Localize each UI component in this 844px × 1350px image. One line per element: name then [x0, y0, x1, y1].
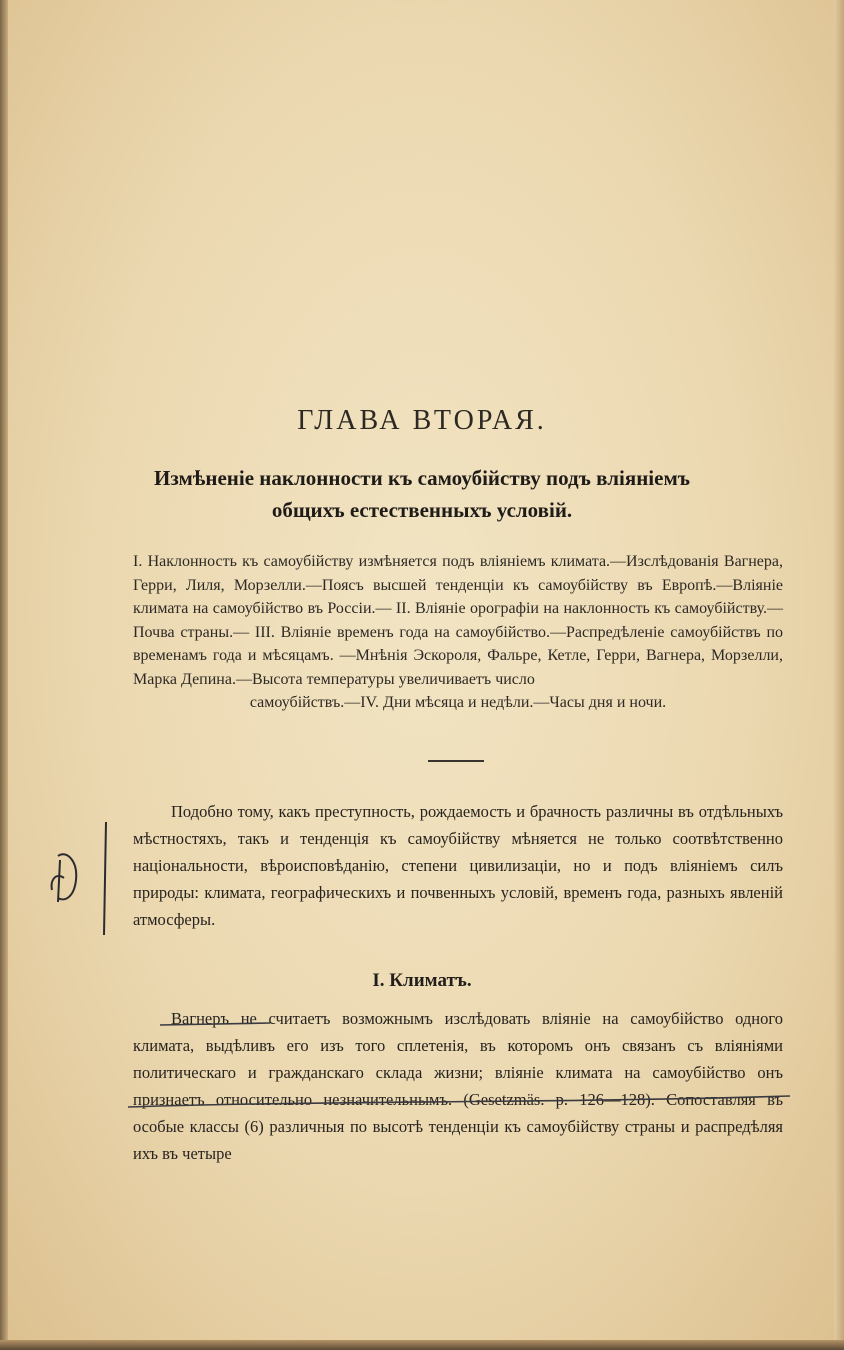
section-title: I. Климатъ. — [372, 970, 472, 991]
chapter-subtitle-line1: Измѣненіе наклонности къ самоубійству подъ вліяніемъ — [154, 466, 690, 490]
section-divider — [428, 760, 484, 762]
chapter-heading: ГЛАВА ВТОРАЯ. — [297, 405, 547, 436]
chapter-subtitle — [60, 462, 784, 526]
page-right-edge — [834, 0, 844, 1350]
climate-paragraph: Вагнеръ не считаетъ возможнымъ изслѣдовать вліяніе на самоубійство одного климата, выдѣливъ его изъ того сплетенія, въ которомъ онъ связанъ съ вліяніями политическаго и гражданскаго склада жизни; вліяніе климата на самоубійство онъ признаетъ относительно незначительнымъ. (Gesetzmäs. p. 126—128). Сопоставляя въ особые классы (6) различныя по высотѣ тенденціи къ самоубійству страны и распредѣляя ихъ въ четыре — [133, 1009, 783, 1163]
margin-letter-stroke — [52, 854, 77, 902]
page-left-edge — [0, 0, 8, 1350]
chapter-summary — [133, 550, 783, 715]
summary-last-line: самоубійствъ.—IV. Дни мѣсяца и недѣли.—Часы дня и ночи. — [249, 694, 667, 711]
intro-paragraph: Подобно тому, какъ преступность, рождаемость и брачность различны въ отдѣльныхъ мѣстностяхъ, такъ и тенденція къ самоубійству мѣняется не только соотвѣтственно національности, вѣроисповѣданію, степени цивилизаціи, но и подъ вліяніемъ силъ природы: климата, географическихъ и почвенныхъ условій, временъ года, разныхъ явленій атмосферы. — [133, 802, 783, 929]
margin-vertical-line — [104, 822, 106, 935]
page-bottom-edge — [0, 1340, 844, 1350]
handwritten-margin-mark — [20, 820, 130, 940]
summary-text: I. Наклонность къ самоубійству измѣняется подъ вліяніемъ климата.—Изслѣдованія Вагнера, Герри, Лиля, Морзелли.—Поясъ высшей тенденціи къ самоубійству въ Европѣ.—Вліяніе климата на самоубійство въ Россіи.— II. Вліяніе орографіи на наклонность къ самоубійству.—Почва страны.— III. Вліяніе временъ года на самоубійство.—Распредѣленіе самоубійствъ по временамъ года и мѣсяцамъ. —Мнѣнія Эскороля, Фальре, Кетле, Герри, Вагнера, Морзелли, Марка Депина.—Высота температуры увеличиваетъ число — [133, 553, 783, 688]
chapter-subtitle-line2: общихъ естественныхъ условій. — [271, 498, 573, 522]
